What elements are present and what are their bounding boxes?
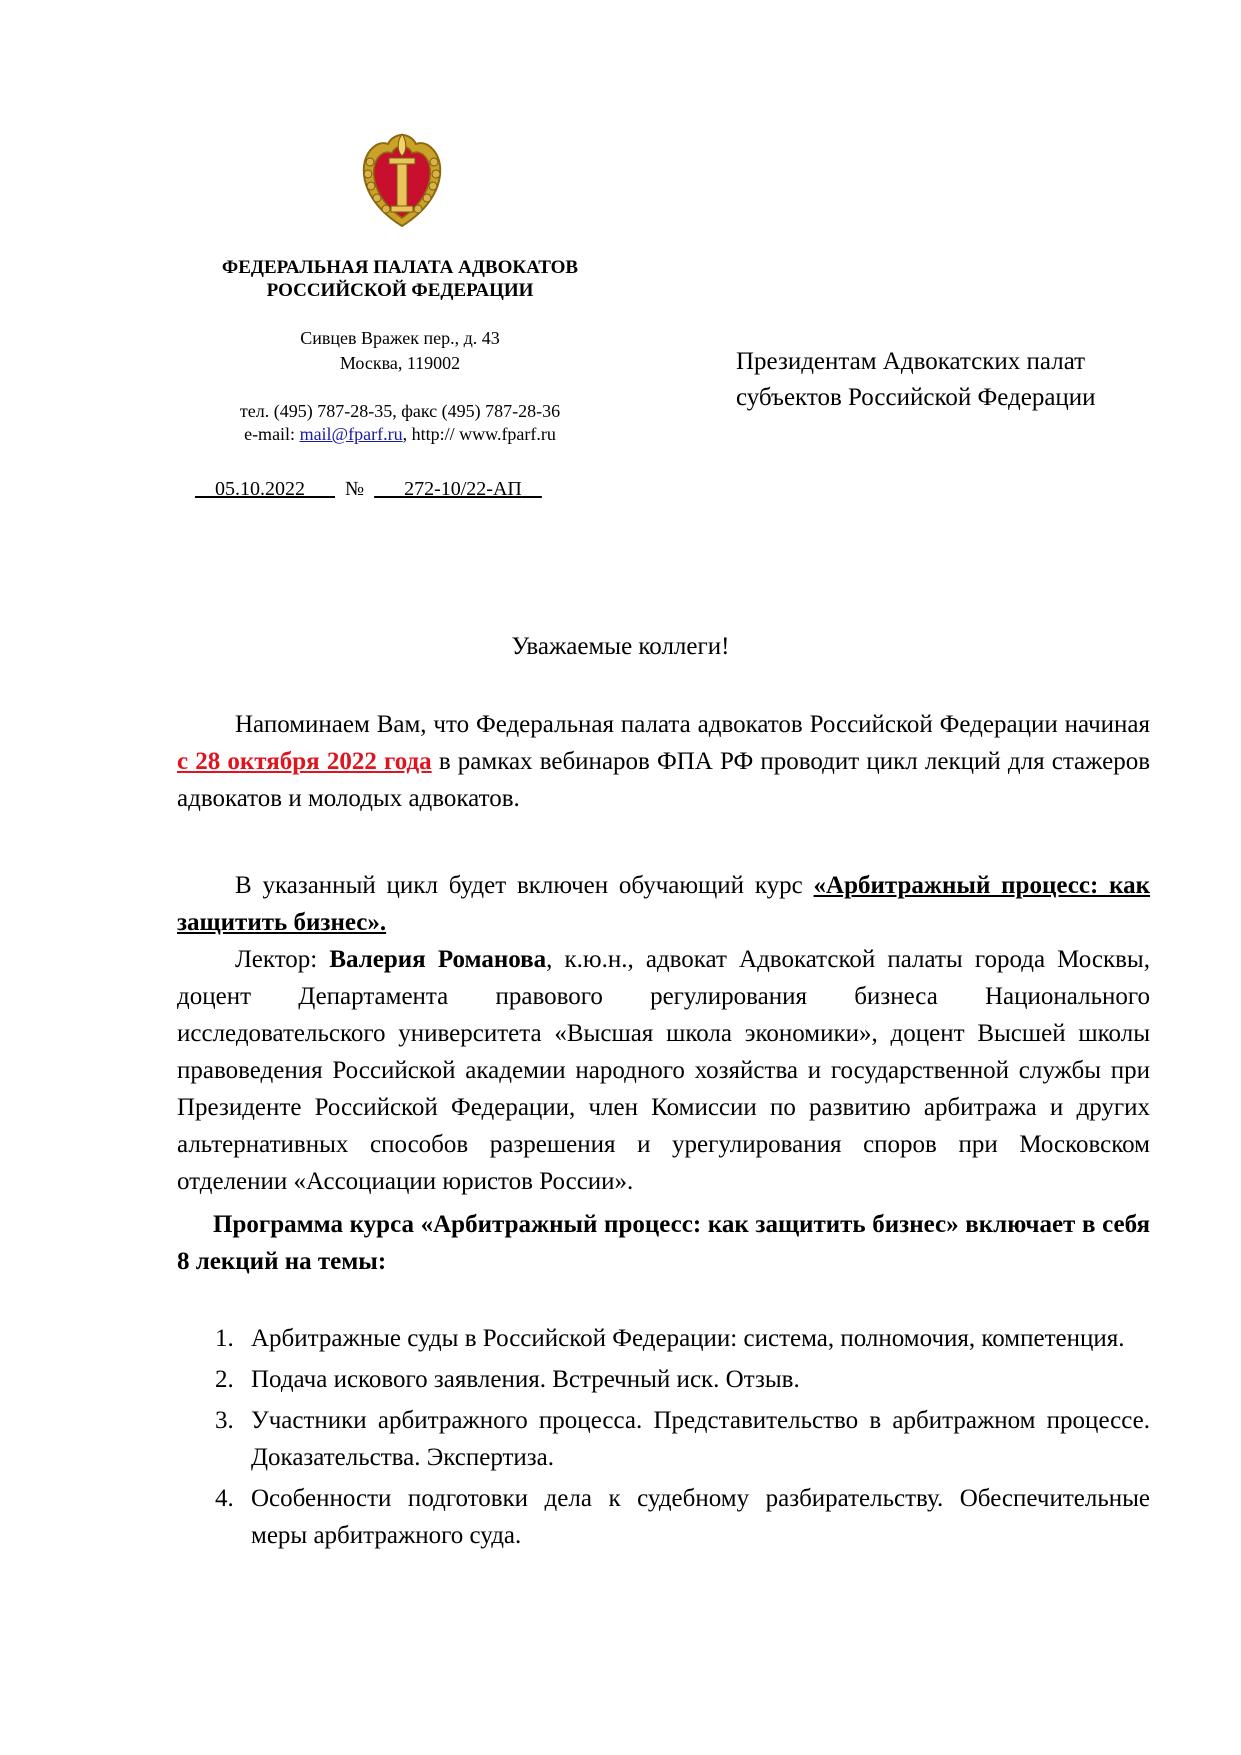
lecturer-name: Валерия Романова <box>329 946 547 973</box>
letter-number: 272-10/22-АП <box>404 478 522 500</box>
org-line-1: ФЕДЕРАЛЬНАЯ ПАЛАТА АДВОКАТОВ <box>221 257 579 278</box>
phone-line: тел. (495) 787-28-35, факс (495) 787-28-36 <box>239 401 561 421</box>
organization-name <box>150 256 650 302</box>
list-item-number: 1. <box>215 1325 234 1352</box>
para1-text-after: в рамках вебинаров ФПА РФ проводит цикл лекций для стажеров адвокатов и молодых адвокатов. <box>177 748 1150 812</box>
list-item-text: Подача искового заявления. Встречный иск. Отзыв. <box>251 1366 800 1393</box>
list-item <box>177 1320 1150 1357</box>
recipient-line-2: субъектов Российской Федерации <box>736 384 1096 411</box>
list-item <box>177 1402 1150 1476</box>
program-heading: Программа курса «Арбитражный процесс: как защитить бизнес» включает в себя 8 лекций на темы: <box>177 1211 1150 1275</box>
list-item-number: 3. <box>215 1407 234 1434</box>
salutation: Уважаемые коллеги! <box>511 633 730 660</box>
recipient-block <box>736 344 1096 416</box>
registration-line <box>195 476 542 502</box>
lecture-list <box>177 1320 1150 1558</box>
list-item-text: Участники арбитражного процесса. Представительство в арбитражном процессе. Доказательства. Экспертиза. <box>251 1407 1150 1471</box>
para2-text: В указанный цикл будет включен обучающий курс <box>235 872 814 899</box>
para1-text-before: Напоминаем Вам, что Федеральная палата адвокатов Российской Федерации начиная <box>235 711 1150 738</box>
organization-address <box>150 326 650 376</box>
paragraph-intro <box>177 706 1150 817</box>
course-title: «Арбитражный процесс: как защитить бизнес». <box>177 872 1151 936</box>
site-text: , http:// www.fparf.ru <box>402 424 556 444</box>
number-sign: № <box>345 478 365 500</box>
lecturer-prefix: Лектор: <box>235 946 330 973</box>
list-item-number: 4. <box>215 1485 234 1512</box>
recipient-line-1: Президентам Адвокатских палат <box>736 348 1086 375</box>
list-item <box>177 1480 1150 1554</box>
address-line-1: Сивцев Вражек пер., д. 43 <box>300 328 500 348</box>
start-date-highlight: с 28 октября 2022 года <box>177 748 432 775</box>
email-link[interactable]: mail@fparf.ru <box>299 424 403 444</box>
list-item-text: Особенности подготовки дела к судебному разбирательству. Обеспечительные меры арбитражного суда. <box>251 1485 1150 1549</box>
organization-contacts <box>150 400 650 446</box>
email-line <box>150 423 650 446</box>
org-line-2: РОССИЙСКОЙ ФЕДЕРАЦИИ <box>266 280 534 301</box>
fpa-emblem-logo <box>356 122 448 234</box>
list-item-text: Арбитражные суды в Российской Федерации: система, полномочия, компетенция. <box>251 1325 1125 1352</box>
address-line-2: Москва, 119002 <box>339 353 461 373</box>
list-item-number: 2. <box>215 1366 234 1393</box>
email-prefix: e-mail: <box>244 424 300 444</box>
lecturer-description: , к.ю.н., адвокат Адвокатской палаты города Москвы, доцент Департамента правового регулирования бизнеса Национального исследовательского университета «Высшая школа экономики», доцент Высшей школы правоведения Российской академии народного хозяйства и государственной службы при Президенте Российской Федерации, член Комиссии по развитию арбитража и других альтернативных способов разрешения и урегулирования споров при Московском отделении «Ассоциации юристов России». <box>177 946 1150 1195</box>
letter-date: 05.10.2022 <box>215 478 305 500</box>
paragraph-course-info <box>177 867 1150 1280</box>
list-item <box>177 1361 1150 1398</box>
